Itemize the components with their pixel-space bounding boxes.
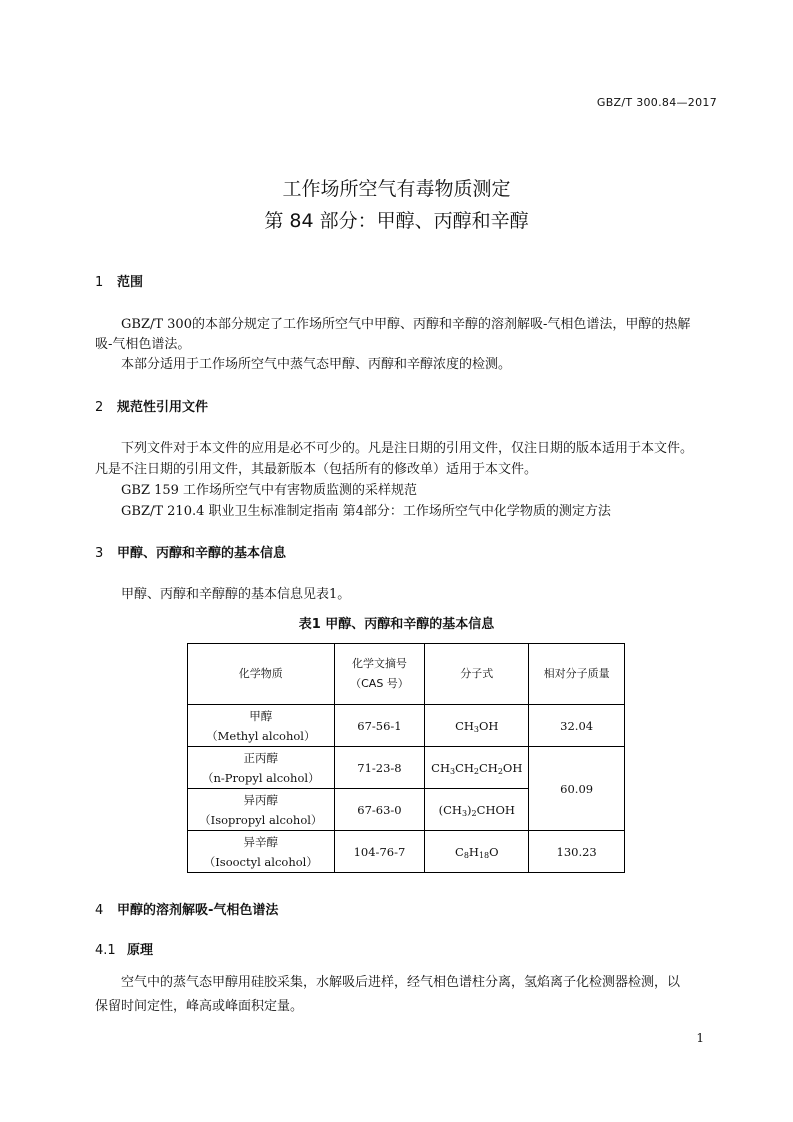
section-number: 2 <box>95 400 104 415</box>
section-heading-normative-references <box>95 396 208 415</box>
column-header-mass: 相对分子质量 <box>529 644 625 705</box>
subsection-number: 4.1 <box>95 943 116 958</box>
formula-subscript: 2 <box>497 766 503 776</box>
standard-number: GBZ/T 300.84—2017 <box>596 96 717 109</box>
section-heading-basic-info <box>95 542 286 561</box>
table-row <box>188 831 625 873</box>
column-header-cas <box>334 644 425 705</box>
section-title: 规范性引用文件 <box>117 400 209 415</box>
formula-cell <box>425 789 529 831</box>
cas-cell: 67-56-1 <box>334 705 425 747</box>
formula-text: CHOH <box>476 802 515 817</box>
substance-cn: 异丙醇 <box>243 792 279 807</box>
paragraph-line: 吸-气相色谱法。 <box>95 337 191 352</box>
formula-cell <box>425 831 529 873</box>
subsection-title: 原理 <box>127 943 154 958</box>
cas-cell: 71-23-8 <box>334 747 425 789</box>
substance-cell <box>188 789 335 831</box>
basic-info-table <box>187 643 625 873</box>
section-heading-scope <box>95 271 143 290</box>
reference-item: GBZ 159 工作场所空气中有害物质监测的采样规范 <box>121 483 418 498</box>
formula-text: CH <box>431 760 450 775</box>
section-number: 1 <box>95 275 104 290</box>
table-header-row <box>188 644 625 705</box>
table-row <box>188 705 625 747</box>
formula-subscript: 18 <box>478 850 490 860</box>
formula-subscript: 2 <box>471 808 477 818</box>
section-number: 4 <box>95 903 104 918</box>
substance-cell <box>188 831 335 873</box>
substance-en: （Isopropyl alcohol） <box>199 812 323 827</box>
substance-cell <box>188 705 335 747</box>
paragraph-line: 下列文件对于本文件的应用是必不可少的。凡是注日期的引用文件，仅注日期的版本适用于本文件。 <box>121 441 694 456</box>
section-title: 范围 <box>117 275 144 290</box>
formula-subscript: 3 <box>473 724 479 734</box>
table-caption: 表1 甲醇、丙醇和辛醇的基本信息 <box>298 617 495 632</box>
page-number: 1 <box>696 1031 704 1045</box>
subsection-heading-principle <box>95 939 153 958</box>
paragraph-line: 保留时间定性，峰高或峰面积定量。 <box>95 999 304 1014</box>
cas-header-line: （CAS 号） <box>350 677 409 690</box>
formula-text: CH <box>455 718 474 733</box>
column-header-substance: 化学物质 <box>188 644 335 705</box>
formula-subscript: 3 <box>449 766 456 776</box>
substance-en: （Methyl alcohol） <box>206 728 316 743</box>
document-title: 工作场所空气有毒物质测定 <box>282 178 511 200</box>
formula-subscript: 2 <box>473 766 479 776</box>
substance-cn: 正丙醇 <box>243 750 279 765</box>
formula-text: O <box>489 844 499 859</box>
mass-cell: 32.04 <box>529 705 625 747</box>
section-number: 3 <box>95 546 104 561</box>
document-subtitle: 第 84 部分：甲醇、丙醇和辛醇 <box>264 210 529 232</box>
formula-subscript: 8 <box>463 850 469 860</box>
formula-text: ) <box>467 802 472 817</box>
formula-text: OH <box>502 760 523 775</box>
table-row <box>188 747 625 789</box>
column-header-formula: 分子式 <box>425 644 529 705</box>
substance-cn: 甲醇 <box>249 708 273 723</box>
reference-item: GBZ/T 210.4 职业卫生标准制定指南 第4部分：工作场所空气中化学物质的测定方法 <box>121 504 611 519</box>
formula-text: CH <box>455 760 474 775</box>
paragraph-line: 甲醇、丙醇和辛醇醇的基本信息见表1。 <box>121 587 351 602</box>
section-title: 甲醇、丙醇和辛醇的基本信息 <box>117 546 287 561</box>
formula-cell <box>425 705 529 747</box>
substance-cell <box>188 747 335 789</box>
formula-text: C <box>455 844 464 859</box>
formula-text: CH <box>479 760 498 775</box>
formula-cell <box>425 747 529 789</box>
formula-text: H <box>468 844 479 859</box>
formula-subscript: 3 <box>461 808 468 818</box>
mass-cell: 60.09 <box>529 747 625 831</box>
cas-header-line: 化学文摘号 <box>351 657 407 670</box>
cas-cell: 104-76-7 <box>334 831 425 873</box>
formula-text: OH <box>479 718 499 733</box>
cas-cell: 67-63-0 <box>334 789 425 831</box>
substance-cn: 异辛醇 <box>243 834 279 849</box>
substance-en: （Isooctyl alcohol） <box>203 854 318 869</box>
section-heading-solvent-desorption <box>95 899 278 918</box>
section-title: 甲醇的溶剂解吸-气相色谱法 <box>117 903 279 918</box>
paragraph-line: 空气中的蒸气态甲醇用硅胶采集，水解吸后进样，经气相色谱柱分离，氢焰离子化检测器检测，以 <box>121 975 681 990</box>
paragraph-line: 凡是不注日期的引用文件，其最新版本（包括所有的修改单）适用于本文件。 <box>95 462 538 477</box>
substance-en: （n-Propyl alcohol） <box>202 770 320 785</box>
paragraph-line: GBZ/T 300的本部分规定了工作场所空气中甲醇、丙醇和辛醇的溶剂解吸-气相色谱法，甲醇的热解 <box>121 317 691 332</box>
mass-cell: 130.23 <box>529 831 625 873</box>
paragraph-line: 本部分适用于工作场所空气中蒸气态甲醇、丙醇和辛醇浓度的检测。 <box>121 357 512 372</box>
formula-text: (CH <box>438 802 462 817</box>
